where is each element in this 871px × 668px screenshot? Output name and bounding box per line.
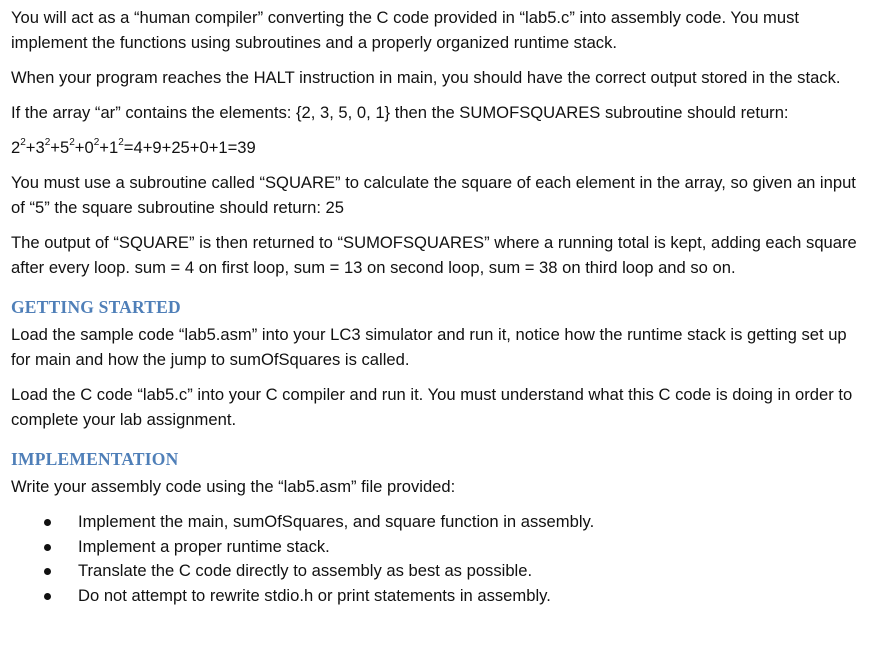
bullet-dot-icon	[44, 519, 51, 526]
getting-started-paragraph-1: Load the sample code “lab5.asm” into your LC3 simulator and run it, notice how the runtime stack is getting set up for main and how the jump to sumOfSquares is called.	[11, 325, 847, 369]
implementation-heading: IMPLEMENTATION	[11, 449, 179, 469]
list-item	[44, 510, 867, 535]
equation-exponent-2: 2	[44, 137, 51, 149]
equation-base-1: 2	[11, 138, 21, 157]
intro-paragraph-6: The output of “SQUARE” is then returned to “SUMOFSQUARES” where a running total is kept, adding each square after every loop. sum = 4 on first loop, sum = 13 on second loop, sum = 38 on third loop and so on.	[11, 233, 857, 277]
intro-paragraph-1: You will act as a “human compiler” converting the C code provided in “lab5.c” into assembly code. You must implement the functions using subroutines and a properly organized runtime stack.	[11, 8, 799, 52]
intro-paragraph-5: You must use a subroutine called “SQUARE” to calculate the square of each element in the array, so given an input of “5” the square subroutine should return: 25	[11, 173, 856, 217]
list-item	[44, 584, 867, 609]
getting-started-paragraph-2: Load the C code “lab5.c” into your C compiler and run it. You must understand what this C code is doing in order to complete your lab assignment.	[11, 385, 853, 429]
equation-base-4: 0	[84, 138, 94, 157]
list-item	[44, 559, 867, 584]
equation-exponent-4: 2	[93, 137, 100, 149]
bullet-dot-icon	[44, 593, 51, 600]
intro-paragraph-3: If the array “ar” contains the elements: {2, 3, 5, 0, 1} then the SUMOFSQUARES subroutine should return:	[11, 103, 789, 122]
equation-result: =4+9+25+0+1=39	[123, 138, 256, 157]
equation-plus-2: +	[50, 138, 60, 157]
equation-plus-4: +	[99, 138, 109, 157]
equation-exponent-3: 2	[69, 137, 75, 149]
sum-of-squares-equation	[11, 135, 867, 160]
list-item-text: Implement the main, sumOfSquares, and square function in assembly.	[78, 512, 595, 531]
list-item-text: Implement a proper runtime stack.	[78, 536, 330, 556]
equation-plus-1: +	[25, 138, 36, 157]
bullet-dot-icon	[44, 544, 51, 551]
list-item	[44, 535, 867, 560]
equation-base-2: 3	[35, 138, 45, 157]
equation-base-3: 5	[60, 138, 70, 157]
equation-base-5: 1	[109, 138, 119, 157]
intro-paragraph-2: When your program reaches the HALT instruction in main, you should have the correct output stored in the stack.	[11, 68, 841, 87]
implementation-bullet-list	[11, 510, 867, 608]
bullet-dot-icon	[44, 568, 51, 575]
document-page	[11, 5, 867, 608]
equation-exponent-5: 2	[118, 137, 124, 149]
equation-exponent-1: 2	[20, 137, 26, 149]
getting-started-heading: GETTING STARTED	[11, 297, 181, 317]
list-item-text: Do not attempt to rewrite stdio.h or print statements in assembly.	[78, 585, 551, 605]
equation-plus-3: +	[74, 138, 85, 157]
implementation-paragraph-1: Write your assembly code using the “lab5.asm” file provided:	[11, 477, 456, 496]
list-item-text: Translate the C code directly to assembly as best as possible.	[78, 561, 533, 580]
